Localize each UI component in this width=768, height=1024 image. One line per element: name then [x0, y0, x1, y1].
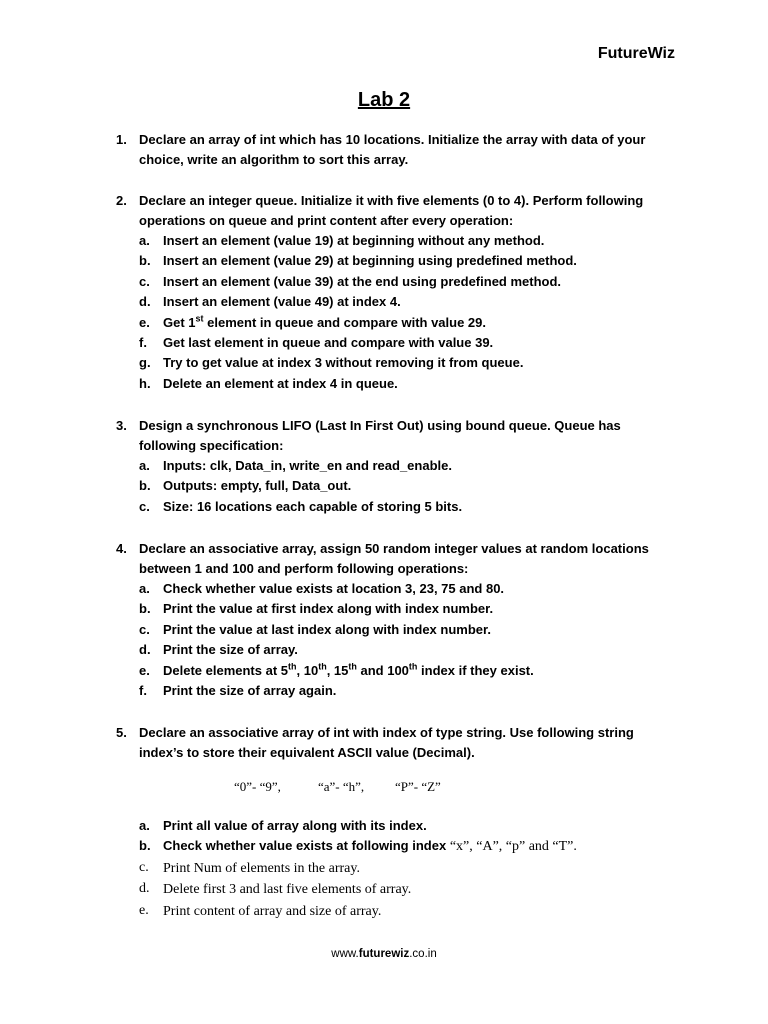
list-item: a. Insert an element (value 19) at beginning without any method. [139, 233, 545, 248]
question-number: 2. [116, 193, 127, 208]
sub-list [139, 231, 676, 394]
question-4 [116, 539, 676, 701]
range-digits: “0”- “9”, [234, 779, 281, 794]
question-number: 3. [116, 418, 127, 433]
question-number: 5. [116, 725, 127, 740]
range-uppercase: “P”- “Z” [395, 779, 441, 794]
footer-url: www.futurewiz.co.in [331, 948, 437, 960]
list-item: b. Print the value at first index along with index number. [139, 601, 494, 617]
sub-list [139, 579, 676, 701]
brand-name: FutureWiz [597, 45, 675, 62]
sub-list [139, 456, 676, 517]
list-item: e. Print content of array and size of array. [139, 902, 382, 919]
list-item: a. Print all value of array along with its index. [139, 818, 427, 833]
list-item: d. Insert an element (value 49) at index 4. [139, 294, 401, 310]
list-item: b. Check whether value exists at following index “x”, “A”, “p” and “T”. [139, 838, 577, 855]
range-lowercase: “a”- “h”, [318, 779, 365, 794]
question-3 [116, 416, 676, 517]
list-item: h. Delete an element at index 4 in queue. [139, 375, 398, 391]
list-item: b. Outputs: empty, full, Data_out. [139, 478, 352, 494]
question-5-items [116, 816, 676, 922]
list-item: e. Delete elements at 5th, 10th, 15th and 100th index if they exist. [139, 661, 534, 678]
list-item: d. Delete first 3 and last five elements of array. [139, 881, 412, 898]
list-item: g. Try to get value at index 3 without removing it from queue. [139, 355, 524, 371]
page-title: Lab 2 [357, 89, 411, 111]
question-text: Declare an integer queue. Initialize it with five elements (0 to 4). Perform following operations on queue and print content after every operation: [139, 193, 644, 228]
question-2 [116, 191, 676, 394]
question-text: Design a synchronous LIFO (Last In First Out) using bound queue. Queue has following specification: [139, 418, 621, 453]
list-item: f. Get last element in queue and compare with value 39. [139, 335, 494, 351]
question-text: Declare an associative array, assign 50 random integer values at random locations between 1 and 100 and perform following operations: [139, 541, 649, 576]
list-item: a. Check whether value exists at location 3, 23, 75 and 80. [139, 581, 505, 596]
list-item: f. Print the size of array again. [139, 683, 337, 699]
list-item: b. Insert an element (value 29) at beginning using predefined method. [139, 253, 577, 269]
list-item: c. Insert an element (value 39) at the end using predefined method. [139, 273, 562, 289]
sub-list [139, 816, 676, 922]
list-item: c. Print the value at last index along with index number. [139, 621, 491, 637]
question-text: Declare an associative array of int with index of type string. Use following string index’s to store their equivalent ASCII value (Decimal). [139, 725, 634, 760]
question-1 [116, 130, 676, 170]
question-text: Declare an array of int which has 10 locations. Initialize the array with data of your choice, write an algorithm to sort this array. [139, 132, 646, 167]
question-5 [116, 723, 676, 763]
list-item: a. Inputs: clk, Data_in, write_en and read_enable. [139, 458, 452, 473]
question-number: 1. [116, 132, 127, 147]
list-item: e. Get 1st element in queue and compare with value 29. [139, 313, 487, 330]
list-item: c. Print Num of elements in the array. [139, 859, 360, 876]
list-item: c. Size: 16 locations each capable of storing 5 bits. [139, 498, 463, 514]
question-number: 4. [116, 541, 127, 556]
list-item: d. Print the size of array. [139, 642, 298, 658]
